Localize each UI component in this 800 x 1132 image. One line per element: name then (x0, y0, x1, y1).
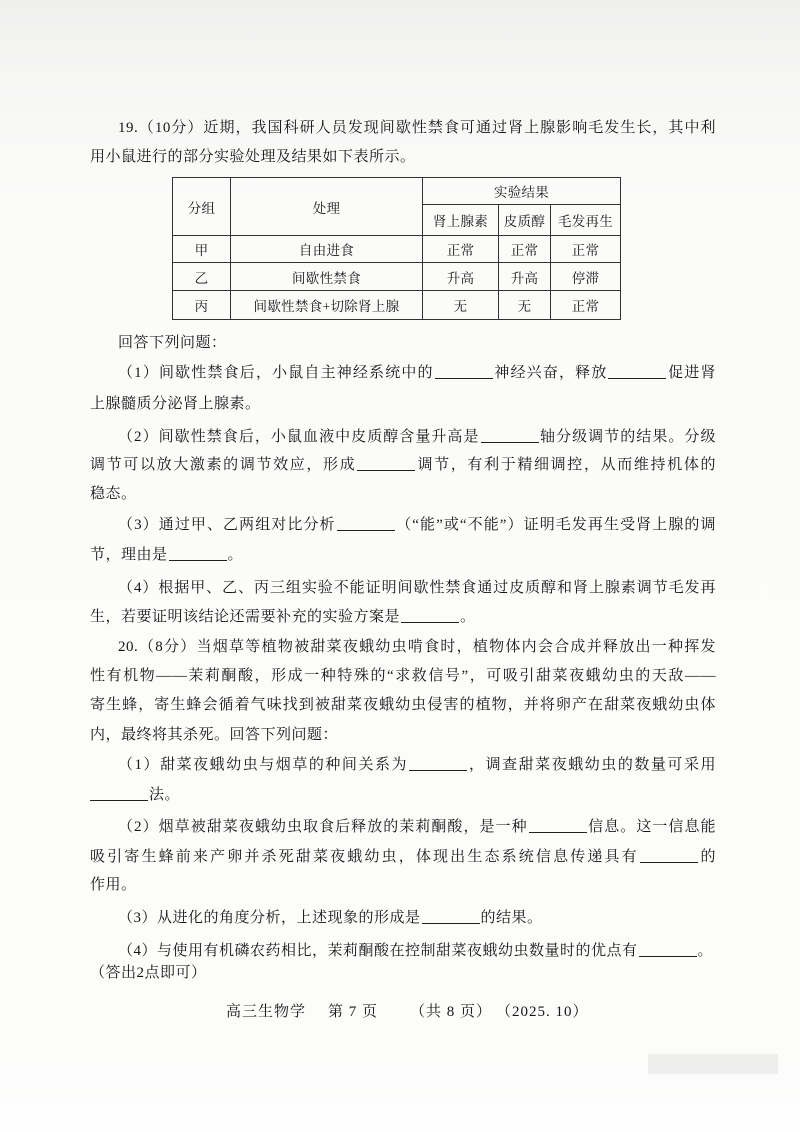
table-cell: 自由进食 (231, 236, 423, 263)
question-text: 节，理由是 (90, 547, 168, 563)
table-cell: 停滞 (551, 263, 621, 291)
q19-sub3-line (118, 515, 716, 535)
question-text: 。 (460, 609, 476, 625)
question-text: 信息。这一信息能 (587, 819, 716, 835)
q19-stem-text: 19.（10分）近期，我国科研人员发现间歇性禁食可通过肾上腺影响毛发生长，其中利 (118, 120, 716, 136)
table-row (173, 236, 621, 263)
question-text: （2）间歇性禁食后，小鼠血液中皮质醇含量升高是 (118, 429, 480, 445)
question-text: 轴分级调节的结果。分级 (539, 429, 716, 445)
question-text: 神经兴奋，释放 (493, 365, 608, 381)
q20-sub2-line (90, 875, 690, 895)
answer-blank (529, 831, 587, 833)
q19-results-table (172, 177, 621, 320)
q19-sub4-line (90, 607, 690, 627)
q19-stem-text: 用小鼠进行的部分实验处理及结果如下表所示。 (90, 149, 416, 165)
header-cortisol: 皮质醇 (499, 205, 551, 236)
q20-sub2-line (118, 817, 716, 837)
table-cell: 升高 (423, 263, 499, 291)
question-text: （3）从进化的角度分析，上述现象的形成是 (118, 910, 421, 926)
q19-prompt: 回答下列问题： (118, 335, 227, 351)
answer-blank (608, 377, 666, 379)
q19-sub3-line (90, 545, 690, 565)
header-group: 分组 (173, 178, 231, 236)
table-cell: 丙 (173, 291, 231, 320)
question-text: （1）间歇性禁食后，小鼠自主神经系统中的 (118, 365, 434, 381)
table-cell: 正常 (499, 236, 551, 263)
answer-blank (640, 861, 698, 863)
table-cell: 正常 (551, 291, 621, 320)
answer-blank (435, 377, 493, 379)
table-cell: 升高 (499, 263, 551, 291)
answer-blank (337, 529, 395, 531)
question-text: 。 (227, 547, 244, 563)
q20-stem-text: 性有机物——茉莉酮酸，形成一种特殊的“求救信号”，可吸引甜菜夜蛾幼虫的天敌—— (90, 668, 716, 684)
q19-sub1-line (118, 363, 716, 383)
q20-sub4-line (118, 941, 718, 961)
header-adrenaline: 肾上腺素 (423, 205, 499, 236)
question-text: 调节，有利于精细调控，从而维持机体的 (416, 457, 716, 473)
answer-blank (357, 469, 415, 471)
q20-sub2-line (90, 847, 716, 867)
question-text: 调节可以放大激素的调节效应，形成 (90, 457, 357, 473)
q20-sub3-line (118, 908, 718, 928)
question-text: 上腺髓质分泌肾上腺素。 (90, 396, 261, 412)
footer-page-number: 第 7 页 (328, 1004, 379, 1020)
question-text: 。 (697, 943, 714, 959)
question-text: 的结果。 (480, 910, 543, 926)
q19-sub2-line (90, 484, 690, 504)
q20-stem-line (90, 725, 690, 745)
question-text: （4）与使用有机磷农药相比，茉莉酮酸在控制甜菜夜蛾幼虫数量时的优点有 (118, 943, 638, 959)
question-text: （“能”或“不能”）证明毛发再生受肾上腺的调 (395, 517, 716, 533)
table-cell: 正常 (551, 236, 621, 263)
table-row (173, 291, 621, 320)
table-cell: 乙 (173, 263, 231, 291)
header-results: 实验结果 (423, 178, 621, 205)
footer-date: （2025. 10） (496, 1004, 589, 1020)
footer-subject: 高三生物学 (226, 1004, 307, 1020)
question-text: 的 (698, 849, 716, 865)
header-treatment: 处理 (231, 178, 423, 236)
q20-stem-line (90, 695, 716, 715)
table-cell: 无 (423, 291, 499, 320)
q20-stem-text: 寄生蜂，寄生蜂会循着气味找到被甜菜夜蛾幼虫侵害的植物，并将卵产在甜菜夜蛾幼虫体 (90, 697, 716, 713)
q20-stem-text: 20.（8分）当烟草等植物被甜菜夜蛾幼虫啃食时，植物体内会合成并释放出一种挥发 (118, 639, 716, 655)
q20-sub1-line (118, 755, 716, 775)
table-cell: 间歇性禁食 (231, 263, 423, 291)
table-header-row (173, 178, 621, 205)
question-text: 吸引寄生蜂前来产卵并杀死甜菜夜蛾幼虫，体现出生态系统信息传递具有 (90, 849, 639, 865)
question-text: （3）通过甲、乙两组对比分析 (118, 517, 336, 533)
table-cell: 无 (499, 291, 551, 320)
q19-stem-line (90, 147, 690, 167)
table-cell: 正常 (423, 236, 499, 263)
footer-total-pages: （共 8 页） (410, 1004, 493, 1020)
q20-sub4-line (90, 963, 690, 983)
q19-sub4-line (118, 578, 716, 598)
question-text: 法。 (149, 787, 181, 803)
question-text: （答出2点即可） (90, 965, 207, 981)
question-text: 促进肾 (667, 365, 716, 381)
q19-stem-line (118, 118, 716, 138)
q20-sub1-line (90, 785, 690, 805)
question-text: （1）甜菜夜蛾幼虫与烟草的种间关系为 (118, 757, 409, 773)
header-hair-regrowth: 毛发再生 (551, 205, 621, 236)
question-text: ，调查甜菜夜蛾幼虫的数量可采用 (468, 757, 716, 773)
table-row (173, 263, 621, 291)
answer-blank (409, 769, 467, 771)
answer-blank (422, 922, 480, 924)
q20-stem-line (118, 637, 716, 657)
answer-blank (639, 955, 697, 957)
question-text: 作用。 (90, 877, 137, 893)
question-text: （2）烟草被甜菜夜蛾幼虫取食后释放的茉莉酮酸，是一种 (118, 819, 528, 835)
answer-blank (90, 799, 148, 801)
question-text: 生，若要证明该结论还需要补充的实验方案是 (90, 609, 401, 625)
q20-stem-text: 内，最终将其杀死。回答下列问题： (90, 727, 339, 743)
question-text: （4）根据甲、乙、丙三组实验不能证明间歇性禁食通过皮质醇和肾上腺素调节毛发再 (118, 580, 716, 596)
q19-sub2-line (90, 455, 716, 475)
answer-blank (401, 621, 459, 623)
watermark-overlay (648, 1054, 778, 1074)
table-cell: 甲 (173, 236, 231, 263)
answer-blank (481, 441, 539, 443)
table-cell: 间歇性禁食+切除肾上腺 (231, 291, 423, 320)
q19-sub1-line (90, 394, 690, 414)
q20-stem-line (90, 666, 716, 686)
question-text: 稳态。 (90, 486, 137, 502)
q19-sub2-line (118, 427, 716, 447)
answer-blank (169, 559, 227, 561)
